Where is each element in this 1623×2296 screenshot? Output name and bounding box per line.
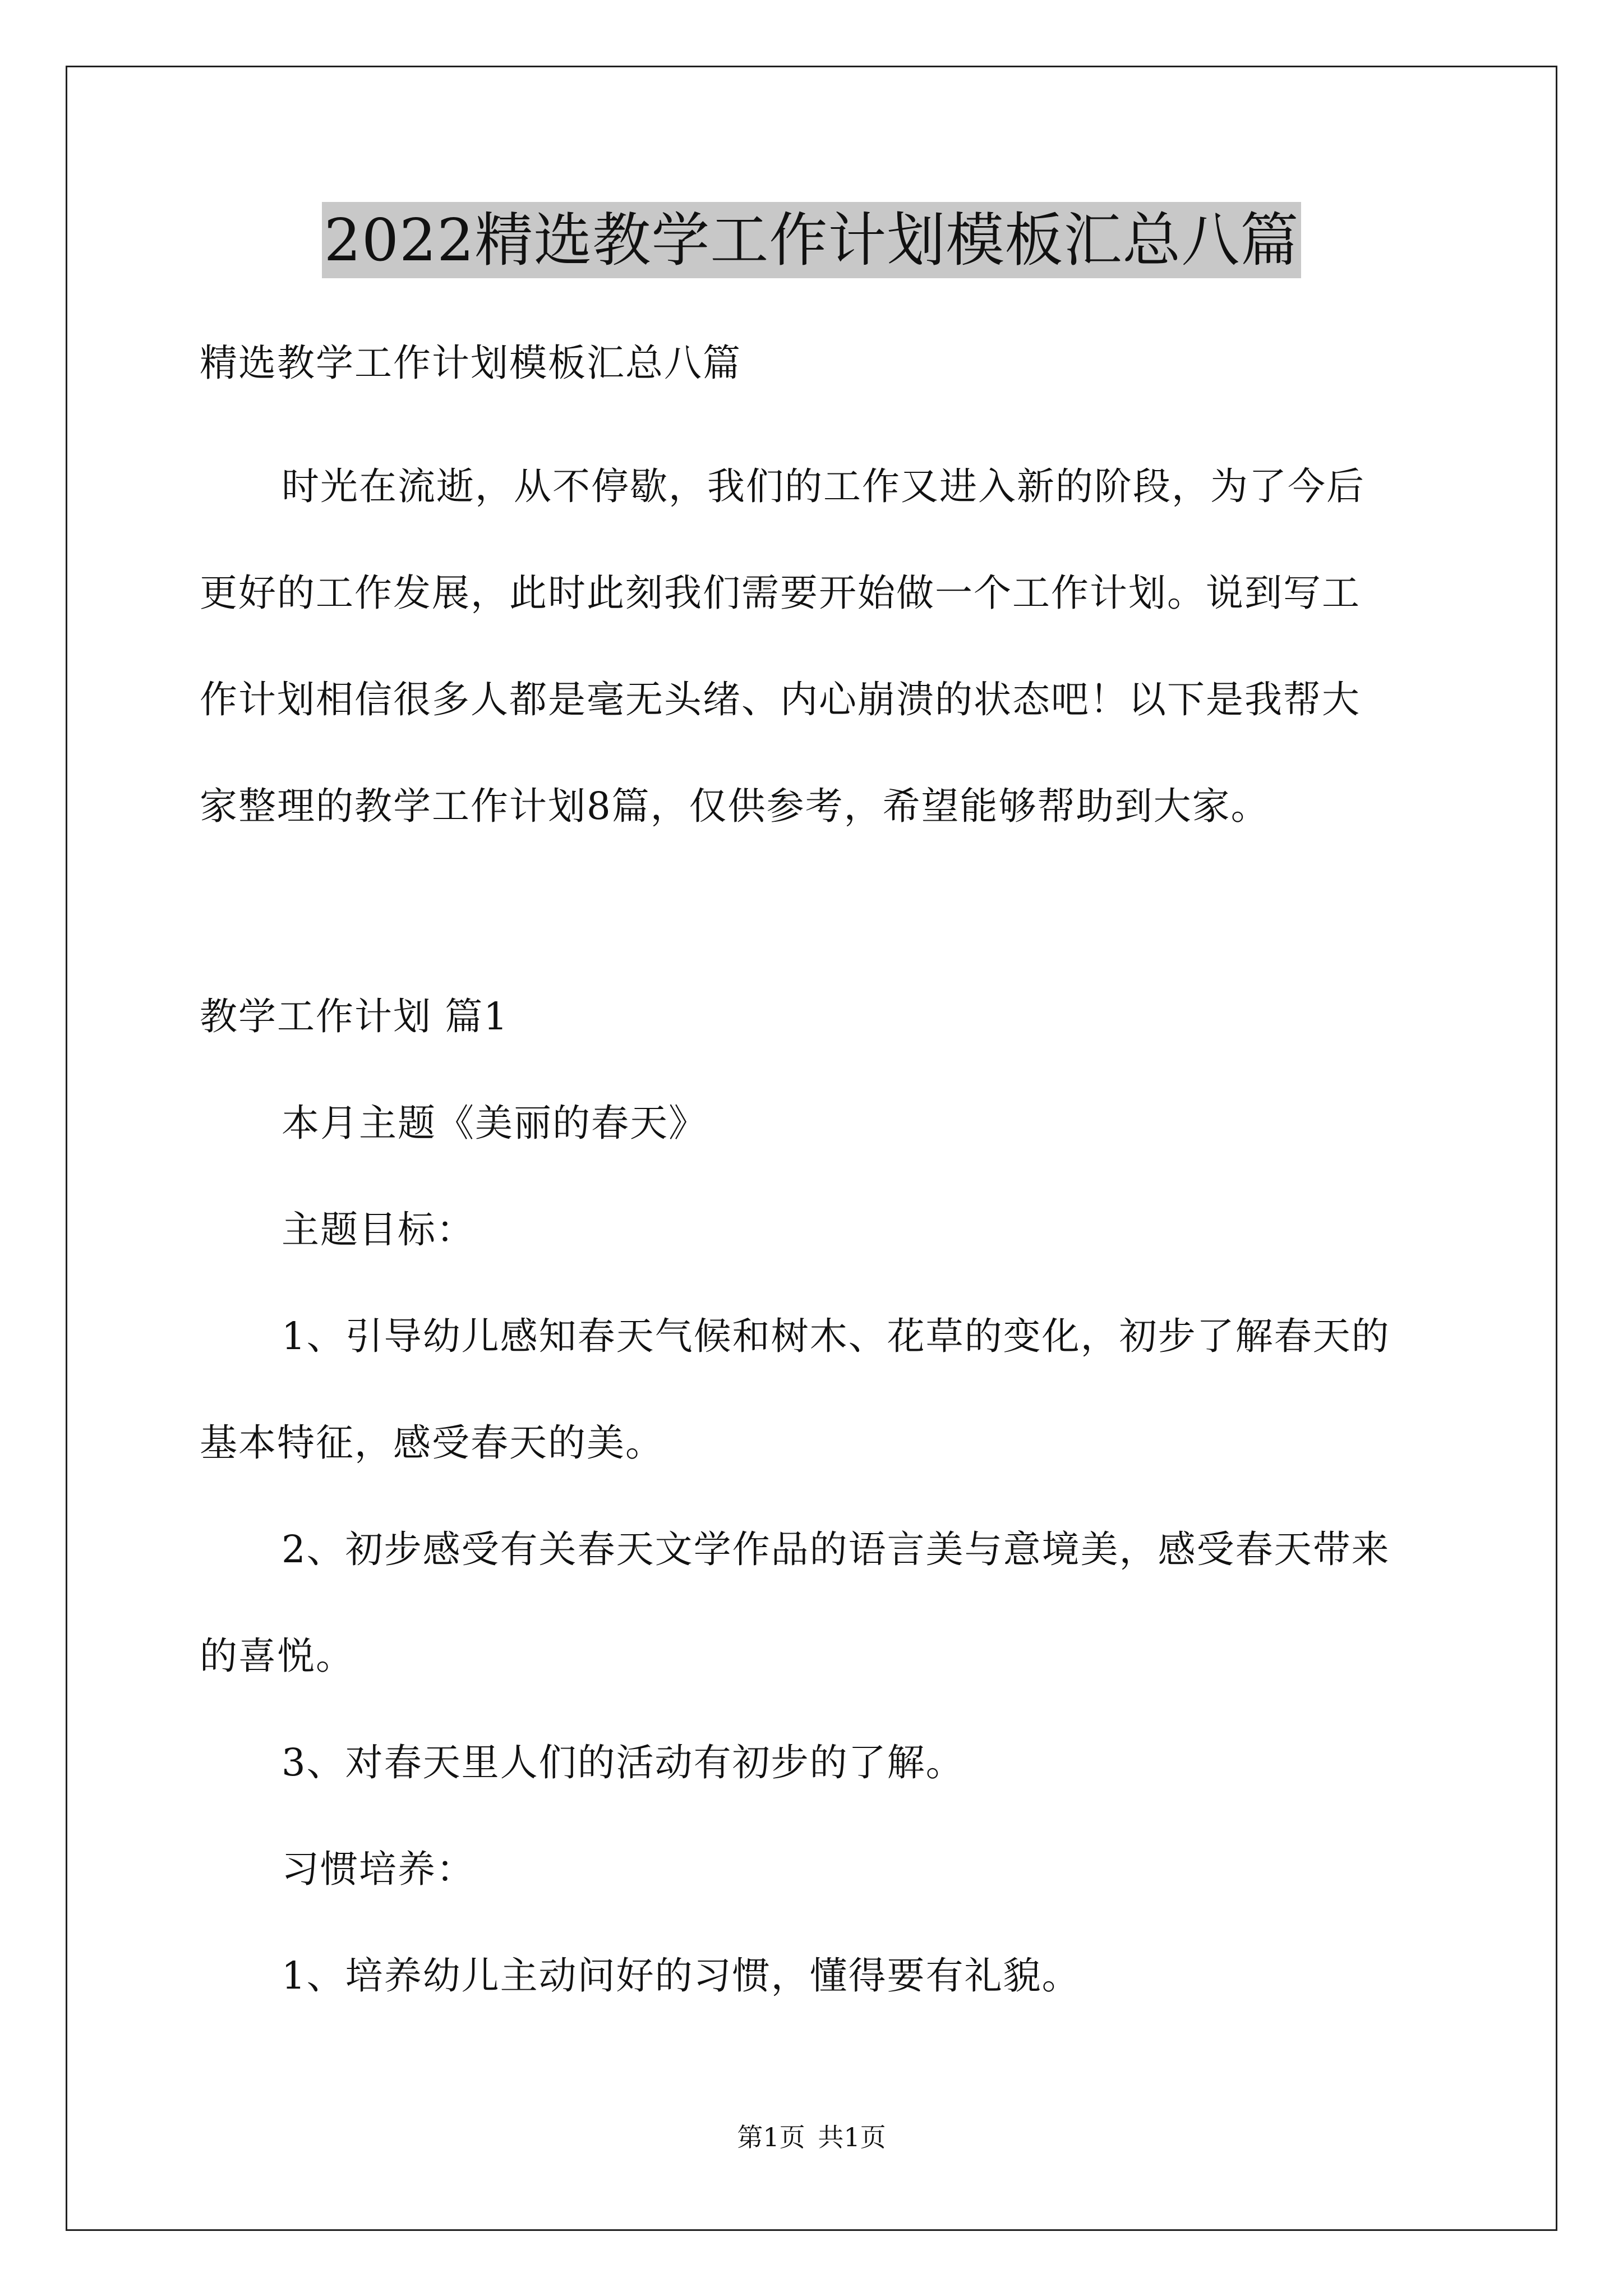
paragraph-line: 主题目标： (282, 1208, 475, 1251)
paragraph-line: 作计划相信很多人都是毫无头绪、内心崩溃的状态吧！以下是我帮大 (200, 678, 1361, 721)
paragraph-line: 1、引导幼儿感知春天气候和树木、花草的变化，初步了解春天的 (282, 1314, 1390, 1358)
page-number-total: 共1页 (818, 2122, 886, 2152)
paragraph-line: 3、对春天里人们的活动有初步的了解。 (282, 1741, 965, 1784)
page-number-current: 第1页 (737, 2122, 805, 2152)
paragraph-line: 习惯培养： (282, 1847, 475, 1891)
section-heading: 教学工作计划 篇1 (200, 995, 509, 1038)
paragraph-line: 的喜悦。 (200, 1634, 354, 1678)
paragraph-line: 2、初步感受有关春天文学作品的语言美与意境美，感受春天带来 (282, 1527, 1390, 1571)
paragraph-line: 更好的工作发展，此时此刻我们需要开始做一个工作计划。说到写工 (200, 571, 1361, 615)
paragraph-line: 家整理的教学工作计划8篇，仅供参考，希望能够帮助到大家。 (200, 784, 1270, 828)
paragraph-line: 时光在流逝，从不停歇，我们的工作又进入新的阶段，为了今后 (282, 464, 1365, 508)
document-title: 2022精选教学工作计划模板汇总八篇 (322, 202, 1302, 278)
page-border (66, 66, 1557, 2231)
subtitle-line: 精选教学工作计划模板汇总八篇 (200, 341, 741, 385)
paragraph-line: 1、培养幼儿主动问好的习惯，懂得要有礼貌。 (282, 1954, 1081, 1998)
page-footer (0, 2120, 1623, 2154)
paragraph-line: 基本特征，感受春天的美。 (200, 1421, 664, 1465)
title-container (0, 202, 1623, 278)
paragraph-line: 本月主题《美丽的春天》 (282, 1101, 707, 1145)
